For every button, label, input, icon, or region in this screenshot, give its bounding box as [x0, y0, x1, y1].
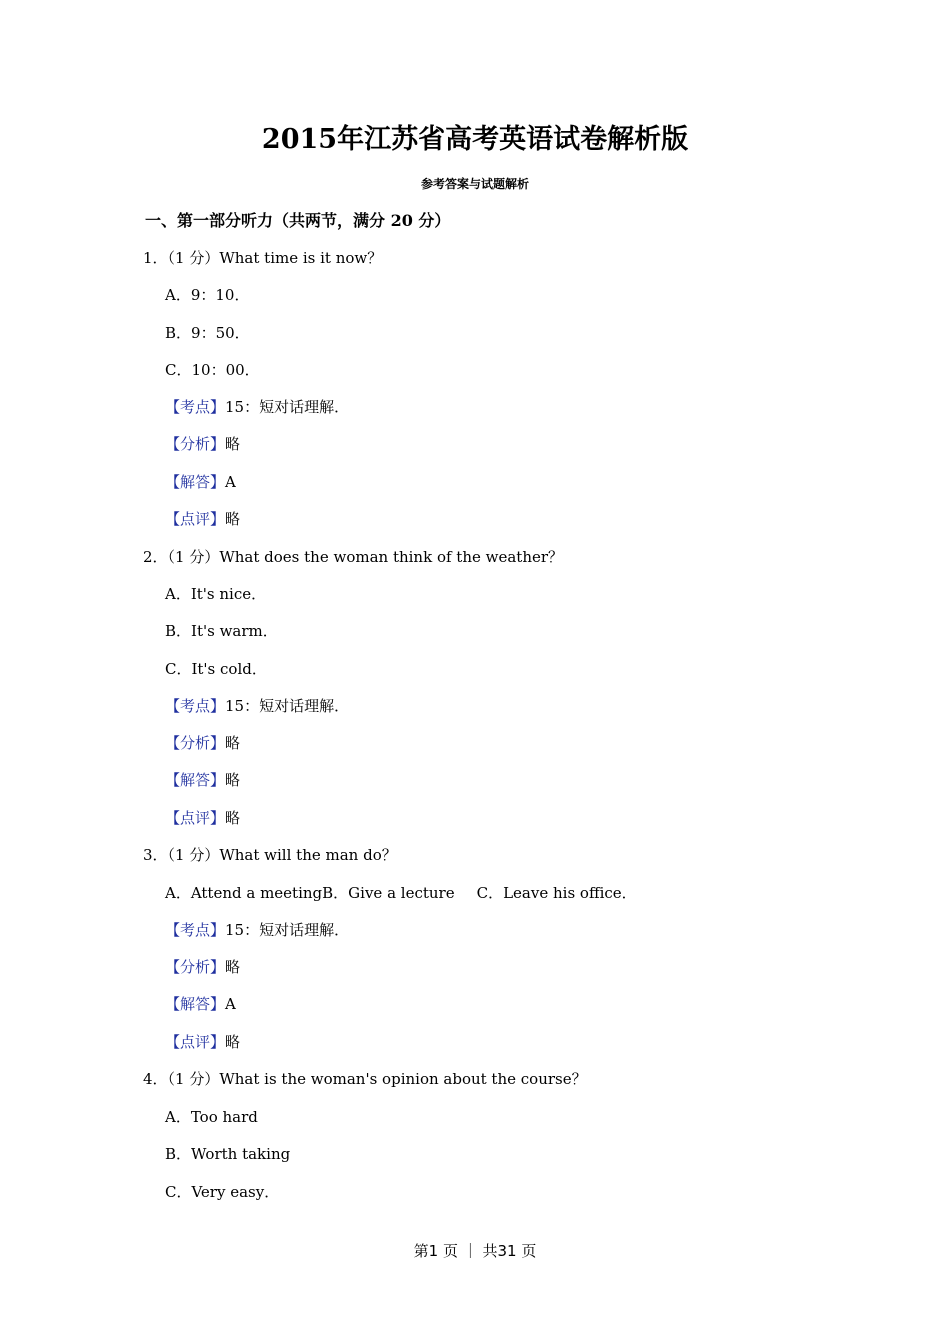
question-1-dianping	[165, 508, 240, 530]
question-3-options	[165, 882, 637, 904]
kaodian-text: 15：短对话理解．	[225, 697, 350, 715]
fenxi-text: 略	[225, 958, 241, 976]
jieda-text: 略	[225, 771, 241, 789]
kaodian-tag: 【考点】	[165, 921, 226, 939]
question-3-jieda	[165, 993, 236, 1015]
question-3-fenxi	[165, 956, 240, 978]
dianping-text: 略	[225, 1033, 241, 1051]
kaodian-tag: 【考点】	[165, 697, 226, 715]
question-3-dianping	[165, 1031, 240, 1053]
question-2-dianping	[165, 807, 240, 829]
question-3-option-a: A．Attend a meeting	[165, 884, 323, 902]
page-title: 2015年江苏省高考英语试卷解析版	[261, 124, 689, 155]
jieda-text: A	[225, 473, 236, 491]
question-3-option-c: C．Leave his office．	[476, 884, 637, 902]
kaodian-text: 15：短对话理解．	[225, 398, 350, 416]
jieda-tag: 【解答】	[165, 473, 226, 491]
question-2-stem: 2．（1 分）What does the woman think of the weather？	[143, 548, 564, 566]
fenxi-text: 略	[225, 435, 241, 453]
question-2-jieda	[165, 769, 240, 791]
question-4-stem: 4．（1 分）What is the woman's opinion about the course？	[143, 1070, 587, 1088]
fenxi-tag: 【分析】	[165, 734, 226, 752]
question-1-option-c: C．10：00．	[165, 361, 260, 379]
question-1-stem: 1．（1 分）What time is it now？	[143, 249, 383, 267]
kaodian-tag: 【考点】	[165, 398, 226, 416]
section-heading: 一、第一部分听力（共两节，满分 20 分）	[145, 211, 451, 230]
question-3-option-b: B．Give a lecture	[322, 884, 455, 902]
jieda-text: A	[225, 995, 236, 1013]
jieda-tag: 【解答】	[165, 771, 226, 789]
question-1-jieda	[165, 471, 236, 493]
fenxi-tag: 【分析】	[165, 435, 226, 453]
question-1-option-a: A．9：10．	[165, 286, 250, 304]
fenxi-tag: 【分析】	[165, 958, 226, 976]
question-4-option-a: A．Too hard	[165, 1108, 258, 1126]
fenxi-text: 略	[225, 734, 241, 752]
question-2-kaodian	[165, 695, 349, 717]
question-2-option-c: C．It's cold．	[165, 660, 267, 678]
kaodian-text: 15：短对话理解．	[225, 921, 350, 939]
question-2-option-b: B．It's warm．	[165, 622, 278, 640]
page-subtitle: 参考答案与试题解析	[420, 177, 529, 191]
dianping-text: 略	[225, 510, 241, 528]
question-1-kaodian	[165, 396, 349, 418]
dianping-text: 略	[225, 809, 241, 827]
question-1-option-b: B．9：50．	[165, 324, 250, 342]
page-footer: 第1 页 ｜ 共31 页	[413, 1242, 537, 1260]
dianping-tag: 【点评】	[165, 510, 226, 528]
question-4-option-b: B．Worth taking	[165, 1145, 291, 1163]
dianping-tag: 【点评】	[165, 1033, 226, 1051]
question-1-fenxi	[165, 433, 240, 455]
question-3-kaodian	[165, 919, 349, 941]
jieda-tag: 【解答】	[165, 995, 226, 1013]
question-2-option-a: A．It's nice．	[165, 585, 267, 603]
question-3-stem: 3．（1 分）What will the man do？	[143, 846, 397, 864]
question-4-option-c: C．Very easy．	[165, 1183, 280, 1201]
question-2-fenxi	[165, 732, 240, 754]
dianping-tag: 【点评】	[165, 809, 226, 827]
